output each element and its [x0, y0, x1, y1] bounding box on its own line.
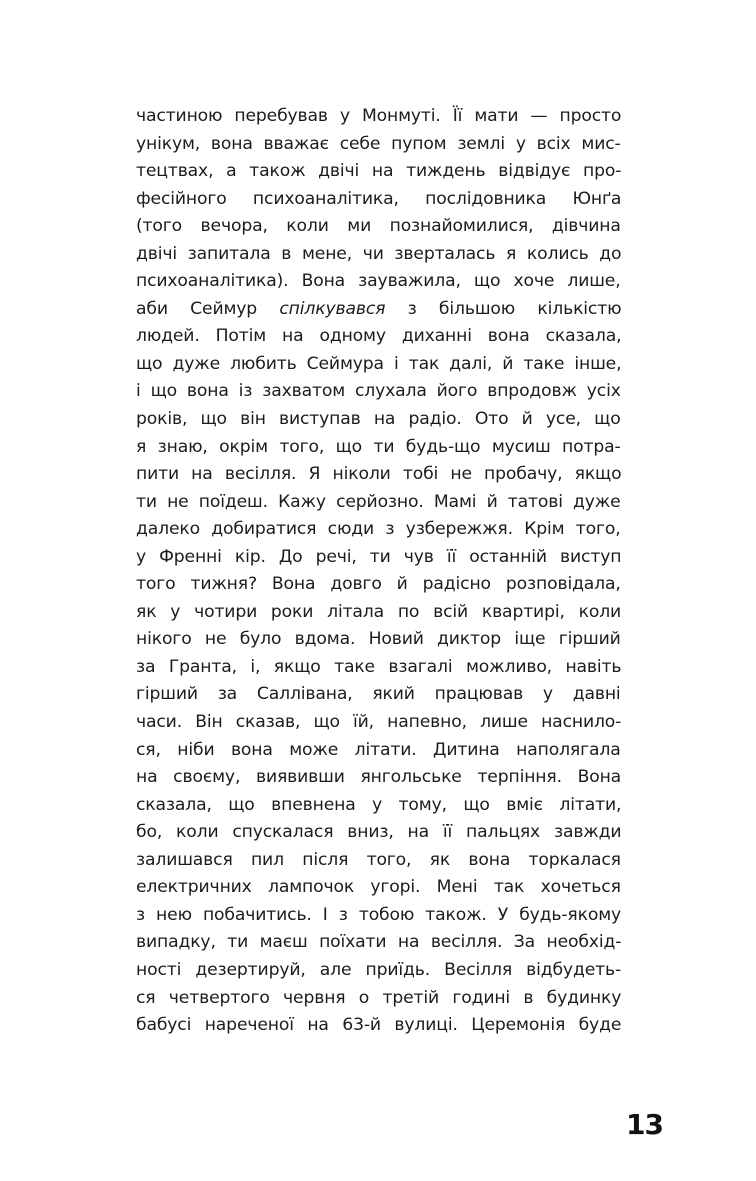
text-line: з нею побачитись. І з тобою також. У будь-якому: [136, 904, 622, 925]
emphasis-word: спілкувався: [279, 298, 386, 319]
text-segment: аби Сеймур: [136, 298, 280, 319]
text-line: залишався пил після того, як вона торкалася: [136, 849, 621, 870]
text-line: двічі запитала в мене, чи зверталась я колись до: [136, 243, 622, 264]
text-segment: з більшою кількістю: [385, 298, 622, 319]
text-line: років, що він виступав на радіо. Ото й усе, що: [136, 409, 621, 430]
text-line: ся четвертого червня о третій годині в будинку: [136, 987, 622, 1008]
text-line: що дуже любить Сеймура і так далі, й таке інше,: [136, 353, 622, 374]
text-line: у Френні кір. До речі, ти чув її останній виступ: [136, 546, 622, 567]
text-line: електричних лампочок угорі. Мені так хочеться: [136, 877, 621, 898]
body-text: [136, 103, 621, 1040]
text-line: ти не поїдеш. Кажу серйозно. Мамі й татові дуже: [136, 491, 621, 512]
text-line: (того вечора, коли ми познайомилися, дівчина: [136, 216, 621, 237]
text-line: ності дезертируй, але приїдь. Весілля відбудеть-: [136, 959, 622, 980]
text-line: фесійного психоаналітика, послідовника Юнґа: [136, 188, 622, 209]
text-line: нікого не було вдома. Новий диктор іще гірший: [136, 629, 621, 650]
text-line: унікум, вона вважає себе пупом землі у всіх мис-: [136, 133, 621, 154]
text-line: і що вона із захватом слухала його впродовж усіх: [136, 381, 621, 402]
text-line-with-emphasis: [136, 296, 621, 324]
text-line: пити на весілля. Я ніколи тобі не пробачу, якщо: [136, 464, 622, 485]
text-line: психоаналітика). Вона зауважила, що хоче лише,: [136, 271, 621, 292]
text-line: людей. Потім на одному диханні вона сказала,: [136, 326, 622, 347]
text-line: гірший за Саллівана, який працював у давні: [136, 684, 621, 705]
text-line: на своєму, виявивши янгольське терпіння. Вона: [136, 767, 622, 788]
text-line: за Гранта, і, якщо таке взагалі можливо, навіть: [136, 656, 622, 677]
text-line: часи. Він сказав, що їй, напевно, лише наснило-: [136, 712, 622, 733]
text-line: частиною перебував у Монмуті. Її мати — просто: [136, 106, 622, 126]
text-line: бо, коли спускалася вниз, на її пальцях завжди: [136, 822, 622, 843]
text-line: випадку, ти маєш поїхати на весілля. За необхід-: [136, 932, 622, 953]
text-line: далеко добиратися сюди з узбережжя. Крім того,: [136, 519, 621, 540]
text-line: ся, ніби вона може літати. Дитина наполягала: [136, 739, 621, 760]
text-line: як у чотири роки літала по всій квартирі, коли: [136, 601, 622, 622]
text-line: того тижня? Вона довго й радісно розповідала,: [136, 574, 621, 595]
page-number: 13: [626, 1108, 663, 1141]
text-line: тецтвах, а також двічі на тиждень відвідує про-: [136, 161, 622, 182]
text-line: сказала, що впевнена у тому, що вміє літати,: [136, 794, 622, 815]
text-line: я знаю, окрім того, що ти будь-що мусиш потра-: [136, 436, 621, 457]
text-line: бабусі нареченої на 63-й вулиці. Церемонія буде: [136, 1015, 622, 1036]
